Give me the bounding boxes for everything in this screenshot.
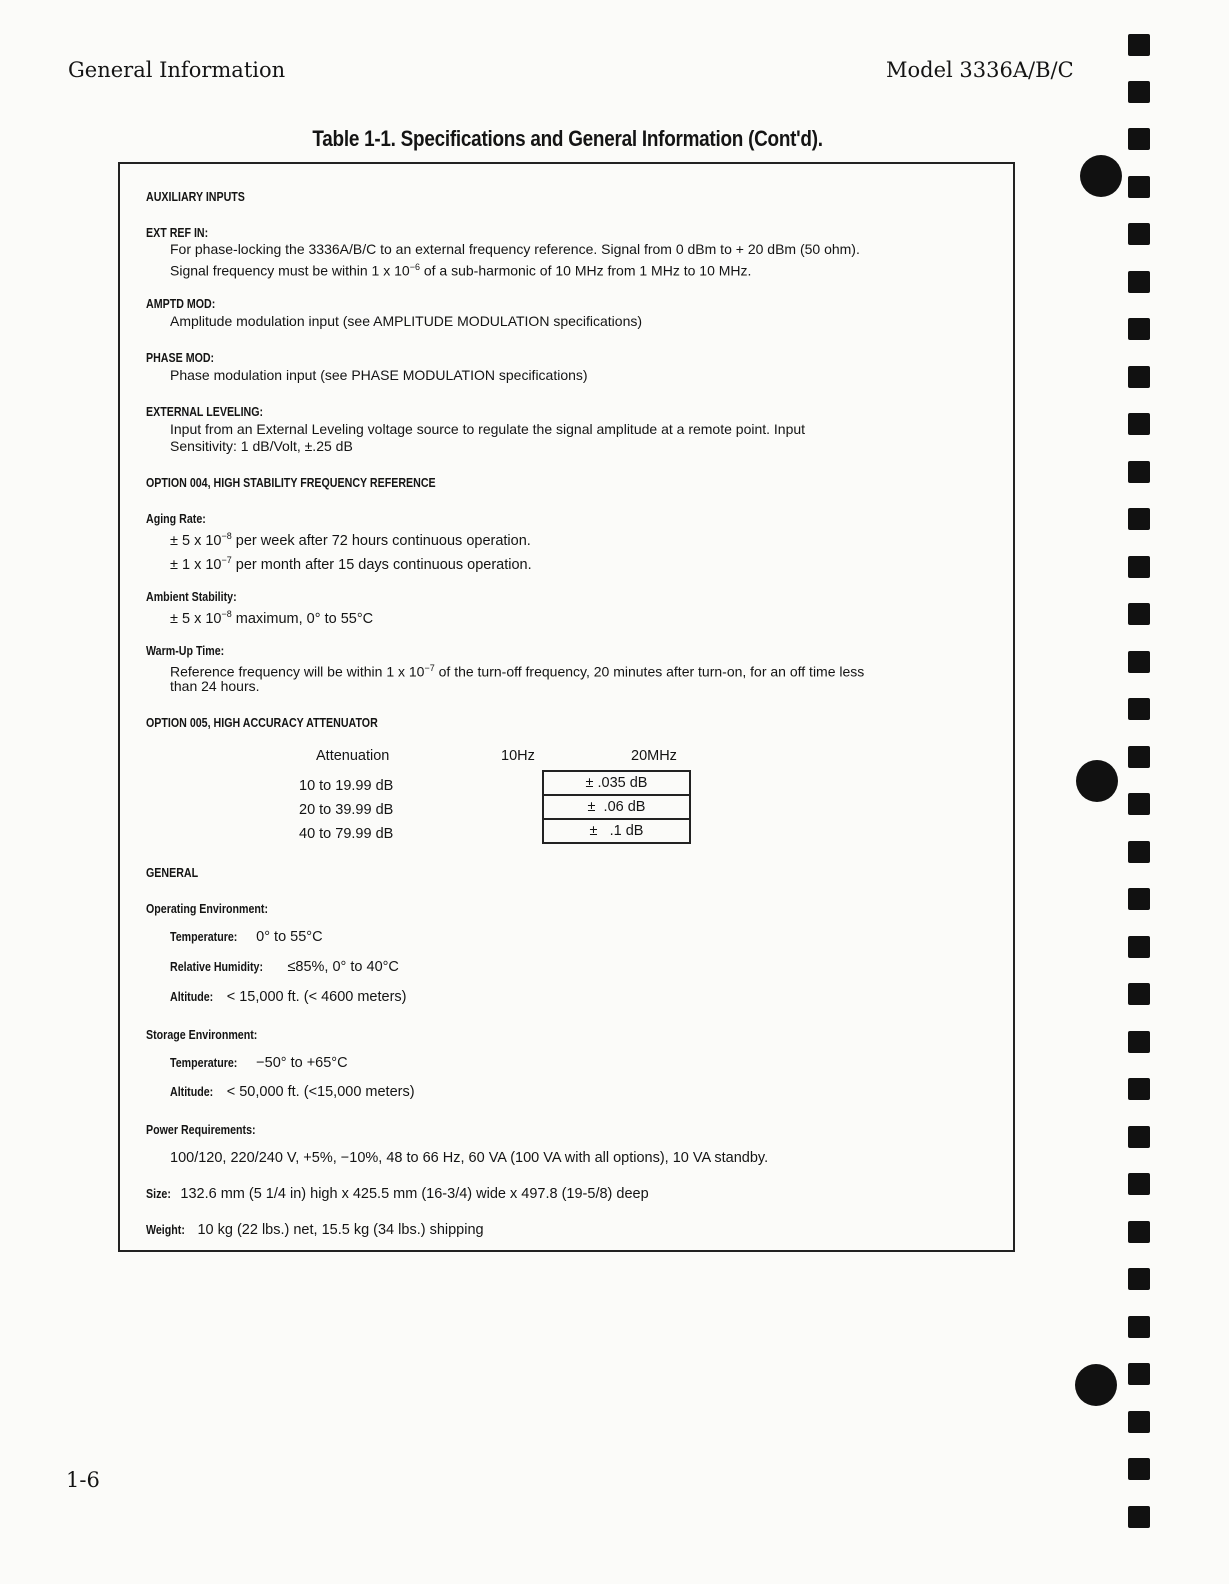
binding-mark	[1128, 603, 1150, 625]
warm-up-label: Warm-Up Time:	[146, 643, 225, 658]
binding-mark	[1128, 1506, 1150, 1528]
binding-mark	[1128, 983, 1150, 1005]
binding-mark	[1128, 556, 1150, 578]
storage-temperature: Temperature: −50° to +65°C	[170, 1055, 348, 1071]
accuracy-cell: ± .035 dB	[544, 772, 689, 796]
aging-rate-label: Aging Rate:	[146, 511, 206, 526]
binding-mark	[1128, 366, 1150, 388]
binding-mark	[1128, 223, 1150, 245]
binding-mark	[1128, 1031, 1150, 1053]
amptd-mod-text: Amplitude modulation input (see AMPLITUDE MODULATION specifications)	[170, 313, 643, 329]
binding-mark	[1128, 81, 1150, 103]
binding-mark	[1128, 1173, 1150, 1195]
operating-altitude: Altitude: < 15,000 ft. (< 4600 meters)	[170, 989, 407, 1005]
amptd-mod-label: AMPTD MOD:	[146, 296, 216, 311]
phase-mod-label: PHASE MOD:	[146, 350, 215, 365]
external-leveling-line1: Input from an External Leveling voltage source to regulate the signal amplitude at a remote point. Input	[170, 421, 806, 437]
freq-low-header: 10Hz	[501, 748, 535, 764]
binding-mark	[1128, 793, 1150, 815]
general-heading: GENERAL	[146, 865, 199, 880]
accuracy-cell: ± .1 dB	[589, 823, 644, 839]
binding-mark	[1128, 936, 1150, 958]
binding-mark	[1128, 413, 1150, 435]
ext-ref-line2: Signal frequency must be within 1 x $10^{-6}$ of a sub-harmonic of 10 MHz from 1 MHz to 10 MHz.	[170, 262, 752, 279]
ambient-stability-label: Ambient Stability:	[146, 589, 237, 604]
binding-mark	[1128, 888, 1150, 910]
aging-rate-line2: ± 1 x $10^{-7}$ per month after 15 days continuous operation.	[170, 555, 532, 573]
binding-mark	[1128, 746, 1150, 768]
attenuation-range: 10 to 19.99 dB	[299, 778, 394, 794]
binding-mark	[1128, 271, 1150, 293]
binding-mark	[1128, 34, 1150, 56]
binding-mark	[1128, 1363, 1150, 1385]
attenuation-range: 40 to 79.99 dB	[299, 826, 394, 842]
storage-altitude: Altitude: < 50,000 ft. (<15,000 meters)	[170, 1084, 415, 1100]
accuracy-cell: ± .06 dB	[544, 796, 689, 820]
binding-mark	[1128, 1221, 1150, 1243]
ext-ref-label: EXT REF IN:	[146, 225, 209, 240]
storage-environment-label: Storage Environment:	[146, 1027, 258, 1042]
operating-temperature: Temperature: 0° to 55°C	[170, 929, 323, 945]
binding-mark	[1128, 1411, 1150, 1433]
warm-up-line1: Reference frequency will be within 1 x $10^{-7}$ of the turn-off frequency, 20 minutes after turn-on, for an off time less	[170, 663, 865, 680]
option-004-heading: OPTION 004, HIGH STABILITY FREQUENCY REFERENCE	[146, 475, 436, 490]
attenuator-accuracy-table	[542, 770, 691, 844]
external-leveling-label: EXTERNAL LEVELING:	[146, 404, 264, 419]
aging-rate-line1: ± 5 x $10^{-8}$ per week after 72 hours continuous operation.	[170, 531, 531, 549]
binding-mark	[1128, 508, 1150, 530]
table-title: Table 1-1. Specifications and General Information (Cont'd).	[312, 126, 823, 151]
power-requirements-text: 100/120, 220/240 V, +5%, −10%, 48 to 66 Hz, 60 VA (100 VA with all options), 10 VA standby.	[170, 1150, 769, 1166]
binding-mark	[1128, 1078, 1150, 1100]
header-section-title: General Information	[68, 58, 286, 82]
weight-spec: Weight: 10 kg (22 lbs.) net, 15.5 kg (34 lbs.) shipping	[146, 1222, 484, 1238]
ext-ref-line1: For phase-locking the 3336A/B/C to an external frequency reference. Signal from 0 dBm to + 20 dBm (50 ohm).	[170, 241, 860, 257]
binding-mark	[1128, 1126, 1150, 1148]
binding-mark	[1128, 461, 1150, 483]
binding-mark	[1128, 841, 1150, 863]
warm-up-line2: than 24 hours.	[170, 678, 260, 694]
binding-mark	[1128, 1316, 1150, 1338]
freq-high-header: 20MHz	[631, 748, 677, 764]
external-leveling-line2: Sensitivity: 1 dB/Volt, ±.25 dB	[170, 438, 353, 454]
binding-mark	[1128, 318, 1150, 340]
phase-mod-text: Phase modulation input (see PHASE MODULATION specifications)	[170, 367, 588, 383]
binding-mark	[1128, 651, 1150, 673]
option-005-heading: OPTION 005, HIGH ACCURACY ATTENUATOR	[146, 715, 378, 730]
spec-table-frame	[118, 162, 1015, 1252]
binding-mark	[1128, 176, 1150, 198]
punch-hole	[1080, 155, 1122, 197]
power-requirements-label: Power Requirements:	[146, 1122, 256, 1137]
punch-hole	[1076, 760, 1118, 802]
binding-mark	[1128, 1268, 1150, 1290]
attenuation-range: 20 to 39.99 dB	[299, 802, 394, 818]
punch-hole	[1075, 1364, 1117, 1406]
binding-mark	[1128, 1458, 1150, 1480]
header-model: Model 3336A/B/C	[886, 58, 1074, 82]
auxiliary-inputs-heading: AUXILIARY INPUTS	[146, 189, 245, 204]
operating-environment-label: Operating Environment:	[146, 901, 269, 916]
page-number: 1-6	[66, 1468, 100, 1492]
binding-mark	[1128, 128, 1150, 150]
ambient-stability-text: ± 5 x $10^{-8}$ maximum, 0° to 55°C	[170, 609, 374, 627]
size-spec: Size: 132.6 mm (5 1/4 in) high x 425.5 mm (16-3/4) wide x 497.8 (19-5/8) deep	[146, 1186, 649, 1202]
operating-humidity: Relative Humidity: ≤85%, 0° to 40°C	[170, 959, 399, 975]
binding-mark	[1128, 698, 1150, 720]
attenuation-column-header: Attenuation	[316, 748, 390, 764]
